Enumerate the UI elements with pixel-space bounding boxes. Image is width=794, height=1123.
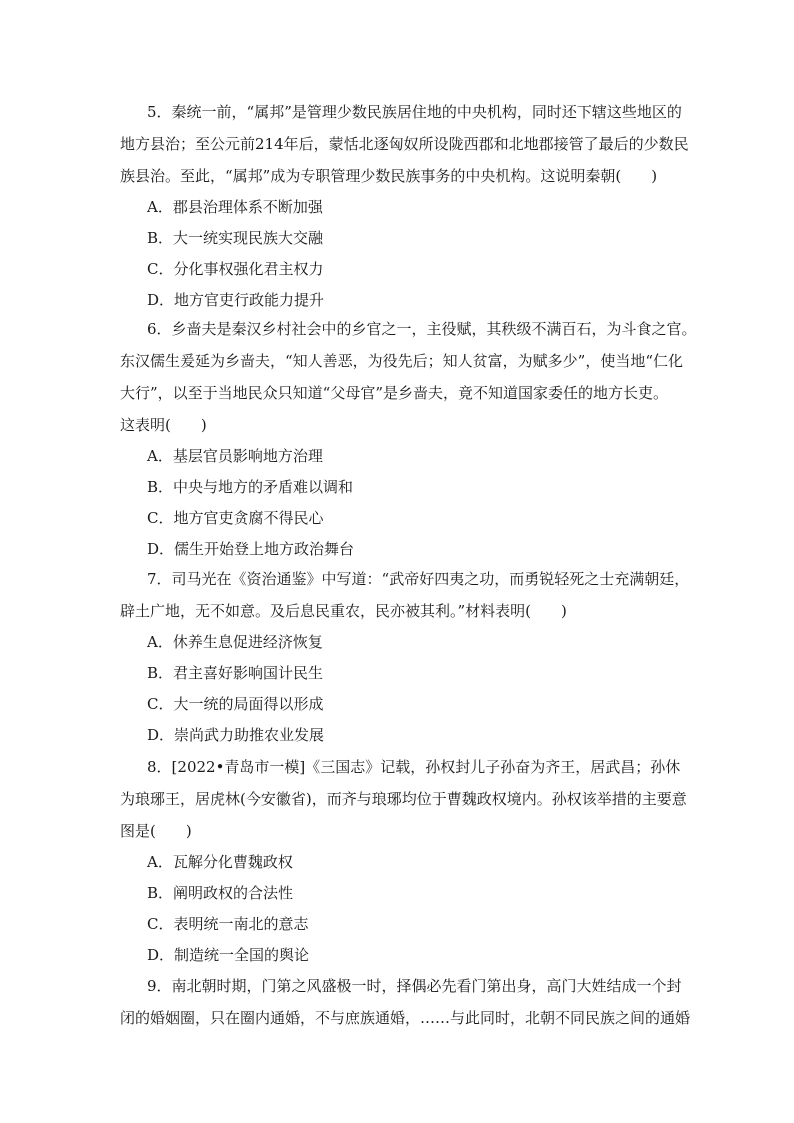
stem-line: 5．秦统一前，“属邦”是管理少数民族居住地的中央机构，同时还下辖这些地区的 xyxy=(147,103,682,121)
question-6 xyxy=(120,313,697,565)
option-a: A．瓦解分化曹魏政权 xyxy=(147,853,293,871)
stem-line: 7．司马光在《资治通鉴》中写道：“武帝好四夷之功，而勇锐轻死之士充满朝廷， xyxy=(147,570,690,588)
option-b: B．君主喜好影响国计民生 xyxy=(147,664,324,682)
question-9 xyxy=(120,970,691,1034)
option-d: D．儒生开始登上地方政治舞台 xyxy=(147,540,355,558)
option-a: A．郡县治理体系不断加强 xyxy=(147,198,323,216)
question-5 xyxy=(120,96,689,316)
option-c: C．地方官吏贪腐不得民心 xyxy=(147,509,324,527)
option-c: C．大一统的局面得以形成 xyxy=(147,695,324,713)
stem-line: 图是( ) xyxy=(120,822,192,840)
option-c: C．表明统一南北的意志 xyxy=(147,915,309,933)
stem-line: 6．乡啬夫是秦汉乡村社会中的乡官之一，主役赋，其秩级不满百石，为斗食之官。 xyxy=(147,320,697,338)
stem-line: 地方县治；至公元前214年后，蒙恬北逐匈奴所设陇西郡和北地郡接管了最后的少数民 xyxy=(120,135,689,153)
question-stem xyxy=(120,313,697,441)
stem-line: 族县治。至此，“属邦”成为专职管理少数民族事务的中央机构。这说明秦朝( ) xyxy=(120,167,658,185)
option-d: D．制造统一全国的舆论 xyxy=(147,946,310,964)
stem-line: 大行”，以至于当地民众只知道“父母官”是乡啬夫，竟不知道国家委任的地方长吏。 xyxy=(120,384,669,402)
stem-line: 东汉儒生爰延为乡啬夫，“知人善恶，为役先后；知人贫富，为赋多少”，使当地“仁化 xyxy=(120,352,684,370)
question-stem xyxy=(120,96,689,192)
option-b: B．阐明政权的合法性 xyxy=(147,884,294,902)
question-8 xyxy=(120,751,687,971)
question-7 xyxy=(120,563,690,751)
question-stem xyxy=(120,563,690,627)
stem-line: 9．南北朝时期，门第之风盛极一时，择偶必先看门第出身，高门大姓结成一个封 xyxy=(147,977,682,995)
option-a: A．休养生息促进经济恢复 xyxy=(147,633,323,651)
option-d: D．崇尚武力助推农业发展 xyxy=(147,726,325,744)
option-a: A．基层官员影响地方治理 xyxy=(147,447,323,465)
option-d: D．地方官吏行政能力提升 xyxy=(147,291,325,309)
option-c: C．分化事权强化君主权力 xyxy=(147,260,324,278)
stem-line: 这表明( ) xyxy=(120,416,207,434)
option-b: B．中央与地方的矛盾难以调和 xyxy=(147,478,354,496)
question-stem xyxy=(120,970,691,1034)
option-b: B．大一统实现民族大交融 xyxy=(147,229,324,247)
stem-line: 8．[2022•青岛市一模]《三国志》记载，孙权封儿子孙奋为齐王，居武昌；孙休 xyxy=(147,758,681,776)
stem-line: 闭的婚姻圈，只在圈内通婚，不与庶族通婚，……与此同时，北朝不同民族之间的通婚 xyxy=(120,1009,691,1027)
question-stem xyxy=(120,751,687,847)
stem-line: 为琅琊王，居虎林(今安徽省)，而齐与琅琊均位于曹魏政权境内。孙权该举措的主要意 xyxy=(120,790,687,808)
stem-line: 辟土广地，无不如意。及后息民重农，民亦被其利。”材料表明( ) xyxy=(120,602,567,620)
